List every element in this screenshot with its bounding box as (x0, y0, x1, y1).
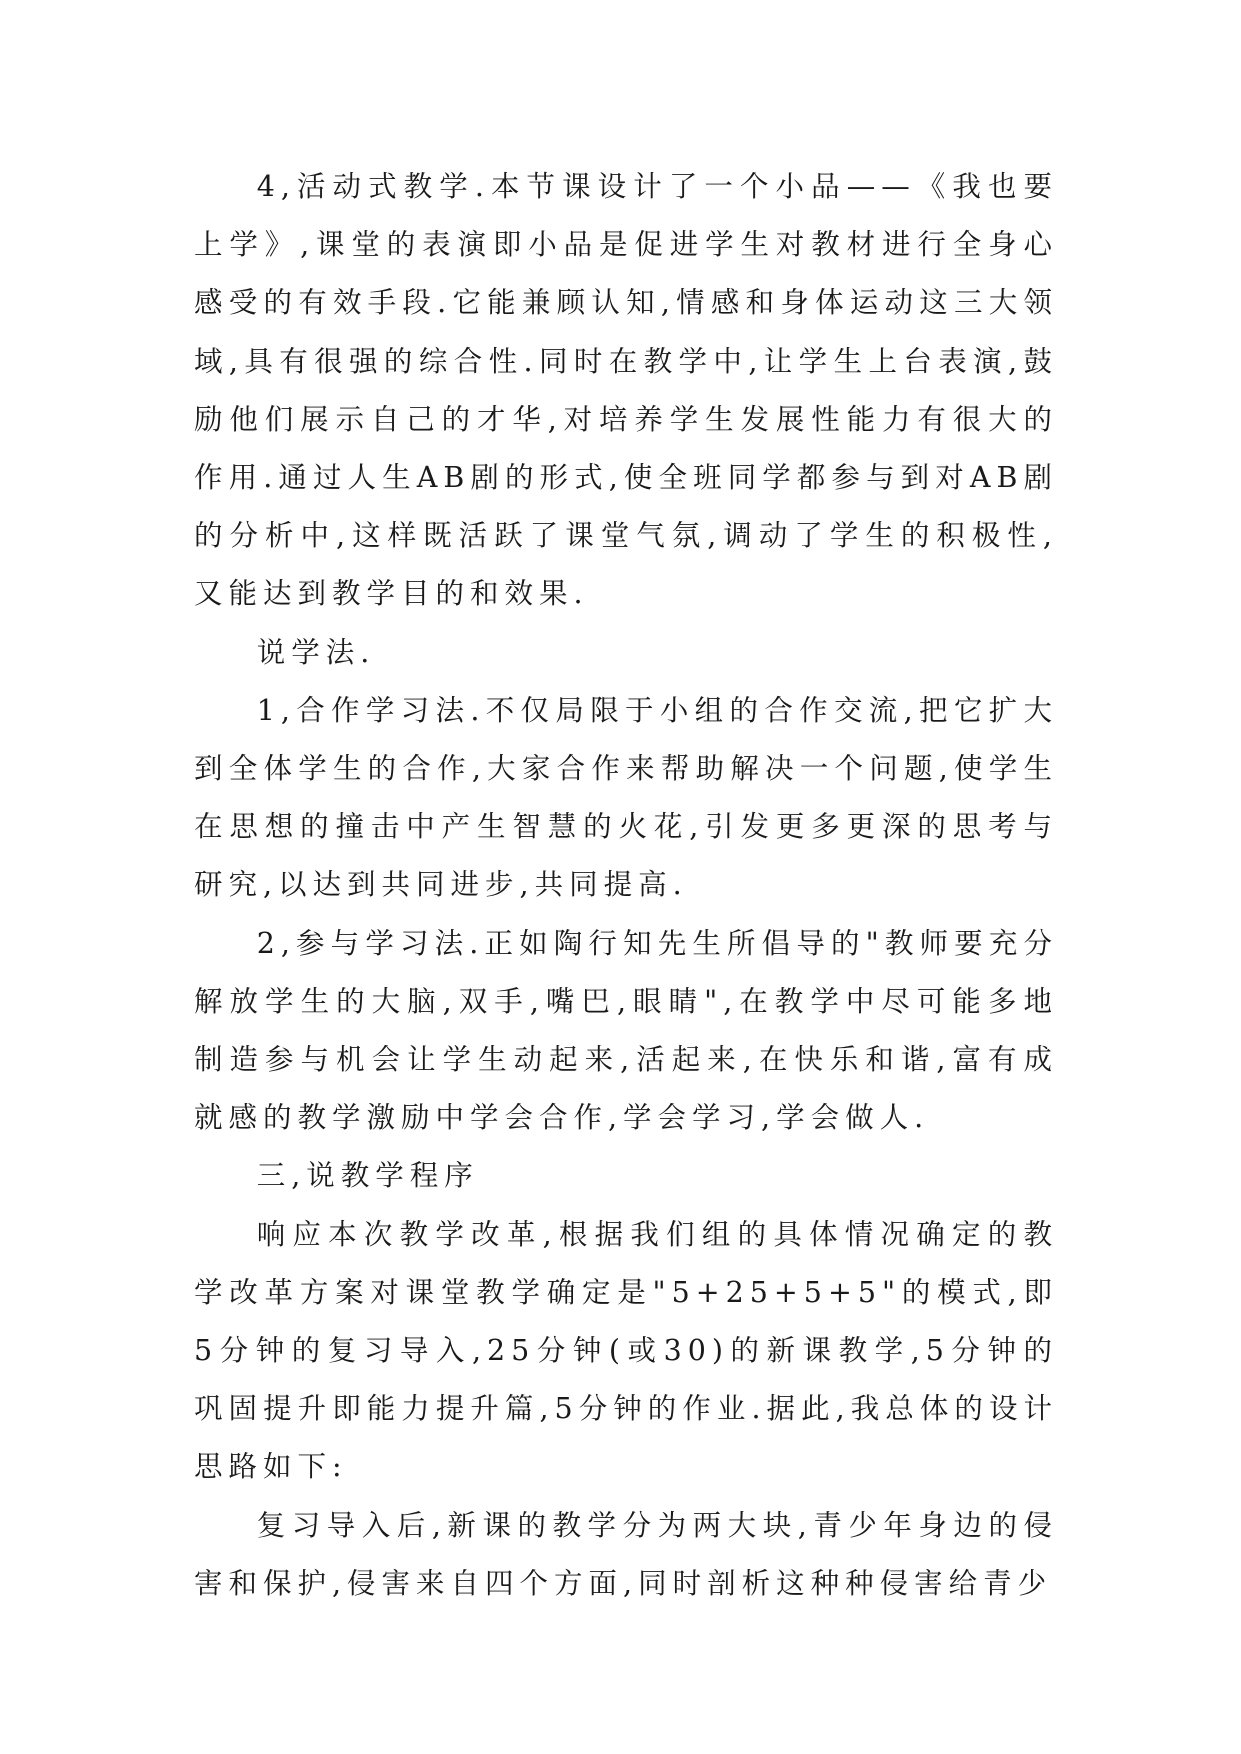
paragraph-cooperative-learning: 1,合作学习法.不仅局限于小组的合作交流,把它扩大到全体学生的合作,大家合作来帮助解决一个问题,使学生在思想的撞击中产生智慧的火花,引发更多更深的思考与研究,以达到共同进步,共同提高. (194, 693, 1058, 902)
paragraph-new-lesson: 复习导入后,新课的教学分为两大块,青少年身边的侵害和保护,侵害来自四个方面,同时剖析这种种侵害给青少 (194, 1508, 1058, 1600)
paragraph-activity-teaching: 4,活动式教学.本节课设计了一个小品——《我也要上学》,课堂的表演即小品是促进学生对教材进行全身心感受的有效手段.它能兼顾认知,情感和身体运动这三大领域,具有很强的综合性.同时在教学中,让学生上台表演,鼓励他们展示自己的才华,对培养学生发展性能力有很大的作用.通过人生AB剧的形式,使全班同学都参与到对AB剧的分析中,这样既活跃了课堂气氛,调动了学生的积极性,又能达到教学目的和效果. (194, 170, 1058, 611)
heading-learning-methods: 说学法. (256, 635, 376, 669)
paragraph-teaching-reform: 响应本次教学改革,根据我们组的具体情况确定的教学改革方案对课堂教学确定是"5+25+5+5"的模式,即5分钟的复习导入,25分钟(或30)的新课教学,5分钟的巩固提升即能力提升篇,5分钟的作业.据此,我总体的设计思路如下: (194, 1217, 1058, 1484)
paragraph-participatory-learning: 2,参与学习法.正如陶行知先生所倡导的"教师要充分解放学生的大脑,双手,嘴巴,眼睛",在教学中尽可能多地制造参与机会让学生动起来,活起来,在快乐和谐,富有成就感的教学激励中学会合作,学会学习,学会做人. (194, 926, 1058, 1135)
document-body (194, 158, 1058, 1613)
heading-teaching-procedure: 三,说教学程序 (256, 1159, 479, 1193)
